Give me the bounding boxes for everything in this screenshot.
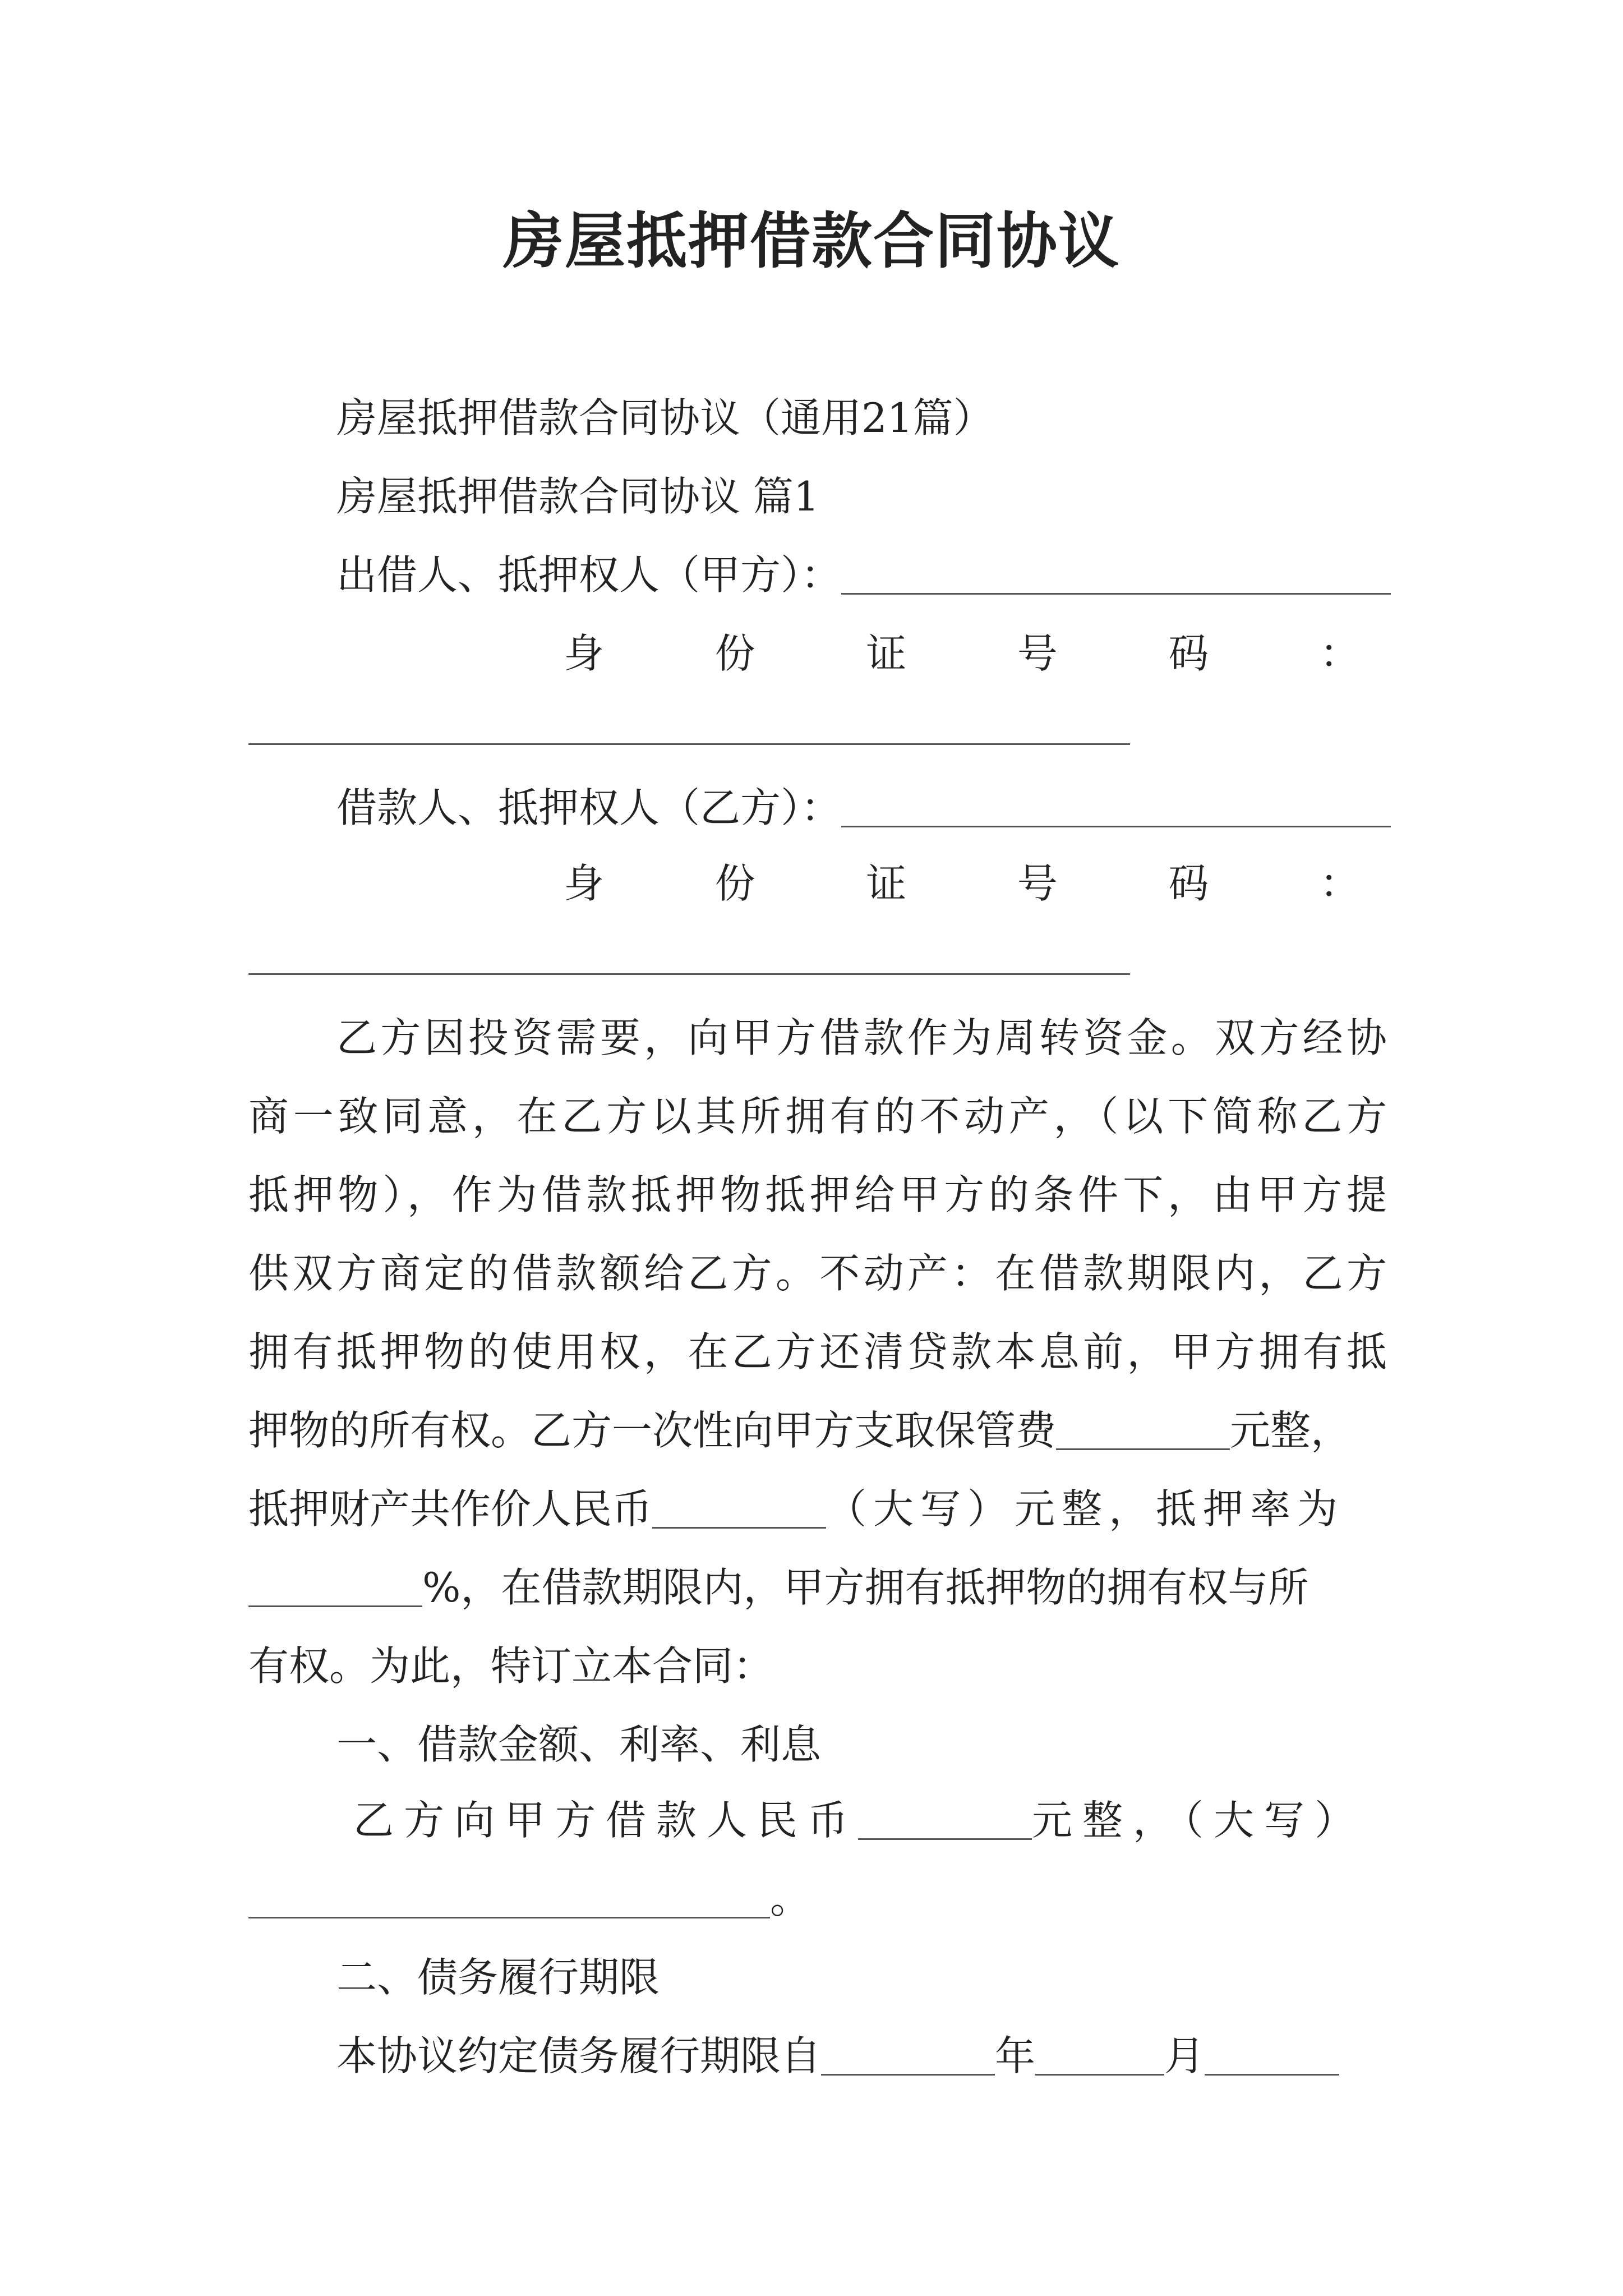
borrower-name-blank[interactable] xyxy=(841,782,1391,827)
term-line: 本协议约定债务履行期限自 年 月 xyxy=(336,2028,1339,2084)
borrower-id-label: 身 份 证 号 码 ： xyxy=(564,860,1360,907)
term-year-blank[interactable] xyxy=(821,2030,995,2076)
loan-caps-blank[interactable] xyxy=(248,1873,770,1918)
lender-id-label: 身 份 证 号 码 ： xyxy=(564,630,1360,677)
term-month-blank[interactable] xyxy=(1035,2030,1164,2076)
term-day-blank[interactable] xyxy=(1205,2030,1339,2076)
loan-amount-blank[interactable] xyxy=(858,1795,1032,1840)
borrower-row xyxy=(336,780,1391,836)
fee-blank[interactable] xyxy=(1056,1405,1230,1450)
value-blank[interactable] xyxy=(652,1483,826,1529)
lender-label: 出借人、抵押权人（甲方）： xyxy=(336,551,842,599)
rate-line: %，在借款期限内，甲方拥有抵押物的拥有权与所 xyxy=(248,1559,1387,1616)
borrower-label: 借款人、抵押权人（乙方）： xyxy=(336,784,842,831)
loan-caps-line: 。 xyxy=(248,1871,810,1927)
lender-row xyxy=(336,547,1391,603)
body-line: 商一致同意，在乙方以其所拥有的不动产，（以下简称乙方 xyxy=(248,1093,1387,1140)
document-subtitle: 房屋抵押借款合同协议（通用21篇） xyxy=(336,394,994,441)
lender-id-blank[interactable] xyxy=(248,743,1130,745)
document-title: 房屋抵押借款合同协议 xyxy=(502,206,1120,277)
borrower-id-blank[interactable] xyxy=(248,973,1130,975)
section1-heading: 一、借款金额、利率、利息 xyxy=(336,1721,822,1768)
body-line: 拥有抵押物的使用权，在乙方还清贷款本息前，甲方拥有抵 xyxy=(248,1328,1387,1375)
lender-name-blank[interactable] xyxy=(841,549,1391,595)
body-end-line: 有权。为此，特订立本合同： xyxy=(248,1642,774,1690)
body-line: 抵押物），作为借款抵押物抵押给甲方的条件下，由甲方提 xyxy=(248,1171,1387,1218)
value-line: 抵押财产共作价人民币 （大写）元整，抵押率为 xyxy=(248,1481,1387,1537)
loan-line: 乙方向甲方借款人民币 元整，（大写） xyxy=(353,1792,1365,1848)
rate-blank[interactable] xyxy=(248,1562,422,1607)
body-line: 供双方商定的借款额给乙方。不动产：在借款期限内，乙方 xyxy=(248,1250,1387,1297)
body-line: 乙方因投资需要，向甲方借款作为周转资金。双方经协 xyxy=(336,1014,1387,1061)
fee-line: 押物的所有权。乙方一次性向甲方支取保管费 元整， xyxy=(248,1402,1387,1458)
section2-heading: 二、债务履行期限 xyxy=(336,1954,660,2001)
part-heading: 房屋抵押借款合同协议 篇1 xyxy=(336,473,819,520)
